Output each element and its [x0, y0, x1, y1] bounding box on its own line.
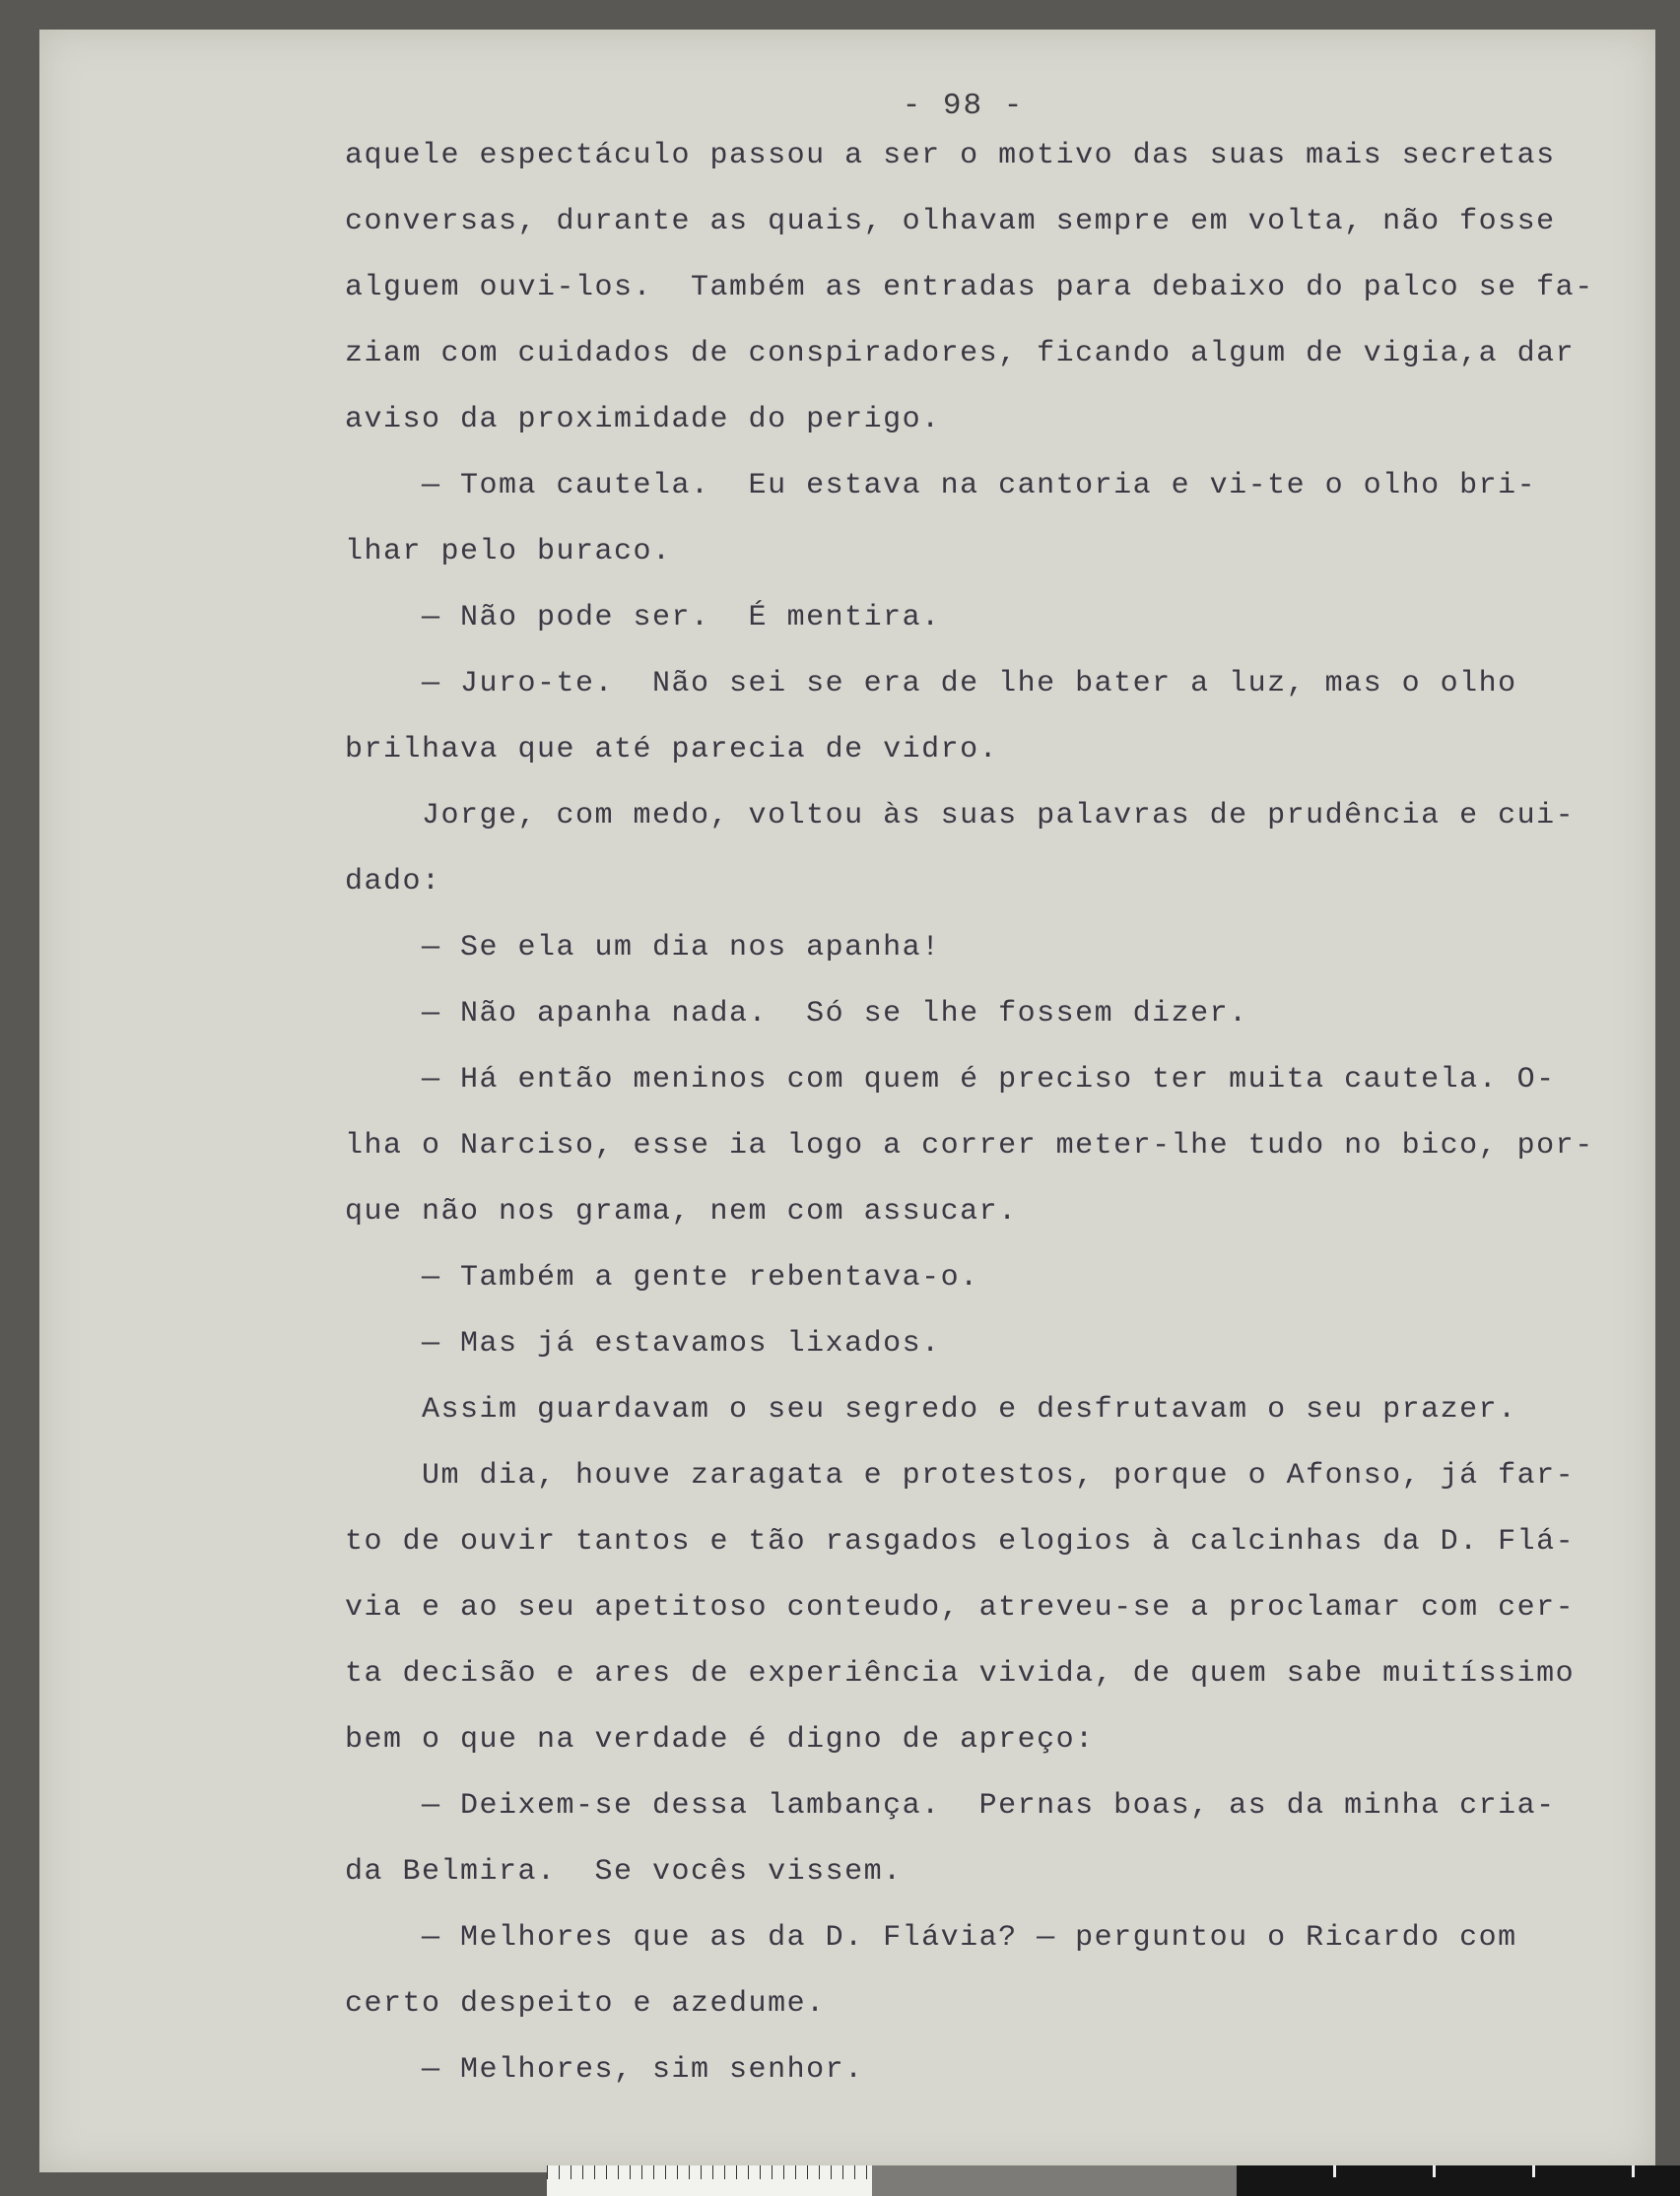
- text-line: — Também a gente rebentava-o.: [345, 1261, 979, 1295]
- ruler-white-scale: [547, 2165, 872, 2196]
- text-line: lhar pelo buraco.: [345, 535, 672, 568]
- scan-color-ruler: [547, 2165, 1680, 2196]
- text-line: dado:: [345, 865, 441, 898]
- text-line: que não nos grama, nem com assucar.: [345, 1195, 1018, 1229]
- typewritten-page: [39, 30, 1655, 2172]
- text-body: [345, 123, 1646, 2103]
- text-line: aviso da proximidade do perigo.: [345, 403, 941, 436]
- text-line: bem o que na verdade é digno de apreço:: [345, 1723, 1095, 1757]
- ruler-gray-patch: [872, 2165, 1237, 2196]
- text-line: — Toma cautela. Eu estava na cantoria e vi-te o olho bri-: [345, 469, 1537, 502]
- text-line: da Belmira. Se vocês vissem.: [345, 1855, 903, 1889]
- text-line: — Melhores que as da D. Flávia? — perguntou o Ricardo com: [345, 1921, 1517, 1955]
- text-line: certo despeito e azedume.: [345, 1987, 826, 2021]
- text-line: aquele espectáculo passou a ser o motivo das suas mais secretas: [345, 139, 1556, 172]
- text-line: — Há então meninos com quem é preciso ter muita cautela. O-: [345, 1063, 1556, 1097]
- text-line: Um dia, houve zaragata e protestos, porque o Afonso, já far-: [345, 1459, 1576, 1493]
- page-number: - 98 -: [902, 89, 1025, 123]
- text-line: lha o Narciso, esse ia logo a correr meter-lhe tudo no bico, por-: [345, 1129, 1594, 1163]
- text-line: — Melhores, sim senhor.: [345, 2053, 864, 2087]
- text-line: — Mas já estavamos lixados.: [345, 1327, 941, 1361]
- text-line: ta decisão e ares de experiência vivida, de quem sabe muitíssimo: [345, 1657, 1576, 1691]
- text-line: via e ao seu apetitoso conteudo, atreveu-se a proclamar com cer-: [345, 1591, 1576, 1625]
- text-line: brilhava que até parecia de vidro.: [345, 733, 999, 766]
- text-line: Jorge, com medo, voltou às suas palavras de prudência e cui-: [345, 799, 1576, 832]
- text-line: — Não pode ser. É mentira.: [345, 601, 941, 634]
- text-line: — Juro-te. Não sei se era de lhe bater a luz, mas o olho: [345, 667, 1517, 700]
- text-line: ziam com cuidados de conspiradores, ficando algum de vigia,a dar: [345, 337, 1576, 370]
- text-line: — Não apanha nada. Só se lhe fossem dizer.: [345, 997, 1248, 1031]
- text-line: alguem ouvi-los. Também as entradas para debaixo do palco se fa-: [345, 271, 1594, 304]
- ruler-black-scale: [1237, 2165, 1680, 2196]
- text-line: — Deixem-se dessa lambança. Pernas boas, as da minha cria-: [345, 1789, 1556, 1823]
- text-line: Assim guardavam o seu segredo e desfrutavam o seu prazer.: [345, 1393, 1517, 1427]
- text-line: to de ouvir tantos e tão rasgados elogios à calcinhas da D. Flá-: [345, 1525, 1576, 1559]
- text-line: conversas, durante as quais, olhavam sempre em volta, não fosse: [345, 205, 1556, 238]
- text-line: — Se ela um dia nos apanha!: [345, 931, 941, 965]
